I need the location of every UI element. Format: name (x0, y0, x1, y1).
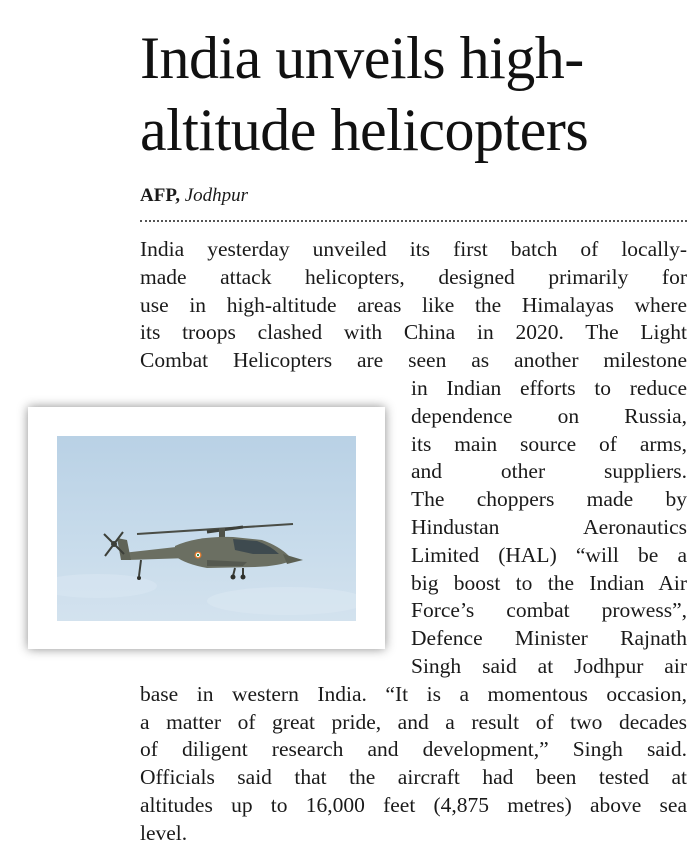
byline (140, 184, 248, 208)
body-line: Singh said at Jodhpur air (411, 653, 687, 678)
body-line: use in high-altitude areas like the Himalayas where (140, 292, 687, 317)
helicopter-illustration (57, 436, 356, 621)
body-line: Combat Helicopters are seen as another milestone (140, 348, 687, 373)
body-line: and other suppliers. (411, 459, 687, 484)
body-line: Defence Minister Rajnath (411, 626, 687, 651)
byline-place: Jodhpur (184, 185, 249, 206)
photo-frame (28, 407, 385, 649)
body-line: India yesterday unveiled its first batch of locally- (140, 237, 687, 261)
body-line: Officials said that the aircraft had been tested at (140, 765, 687, 790)
body-line: Limited (HAL) “will be a (411, 542, 687, 567)
body-line: dependence on Russia, (411, 403, 687, 428)
body-line: of diligent research and development,” Singh said. (140, 737, 687, 762)
body-line: level. (140, 820, 188, 845)
helicopter-photo (57, 436, 356, 621)
body-line: a matter of great pride, and a result of two decades (140, 709, 687, 734)
body-line: its troops clashed with China in 2020. The Light (140, 320, 687, 345)
headline-line-2: altitude helicopters (140, 97, 589, 163)
body-line: base in western India. “It is a momentous occasion, (140, 681, 687, 706)
body-line: in Indian efforts to reduce (411, 375, 687, 400)
byline-agency: AFP, (140, 185, 180, 206)
body-line: The choppers made by (411, 487, 687, 512)
body-line: big boost to the Indian Air (411, 570, 687, 595)
headline-line-1: India unveils high- (140, 25, 584, 91)
body-line: altitudes up to 16,000 feet (4,875 metres) above sea (140, 792, 687, 817)
body-line: made attack helicopters, designed primarily for (140, 264, 687, 289)
headline (140, 22, 695, 166)
byline-divider (140, 220, 687, 222)
body-line: Hindustan Aeronautics (411, 514, 687, 539)
body-line: Force’s combat prowess”, (411, 598, 687, 623)
body-line: its main source of arms, (411, 431, 687, 456)
